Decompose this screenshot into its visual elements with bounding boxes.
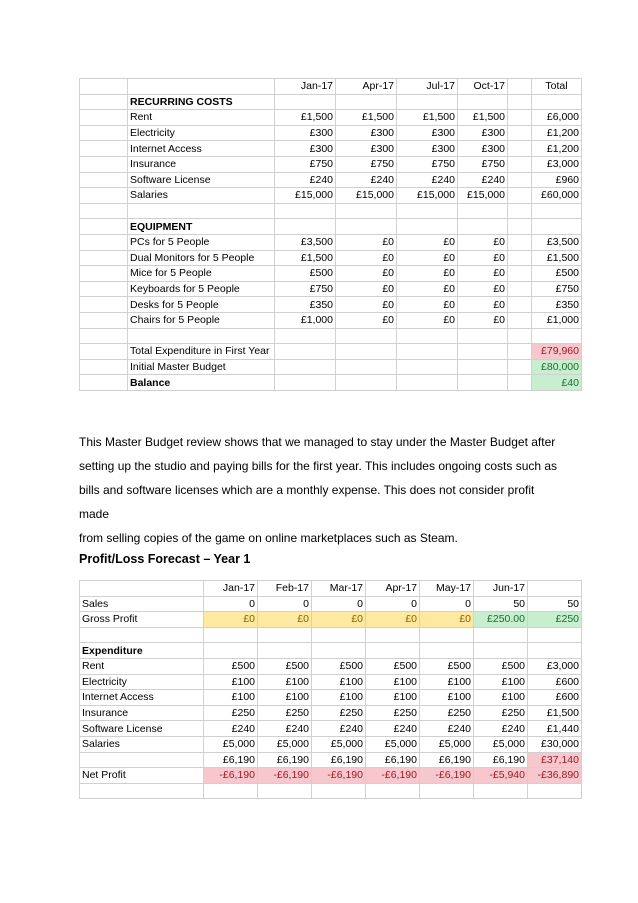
row-label: Desks for 5 People bbox=[128, 297, 275, 313]
cell: £5,000 bbox=[366, 736, 420, 752]
cell: £300 bbox=[336, 125, 397, 141]
cell-total: £3,000 bbox=[528, 658, 582, 674]
cell: £1,000 bbox=[275, 312, 336, 328]
row-label: Total Expenditure in First Year bbox=[128, 344, 275, 360]
cell: £6,190 bbox=[474, 752, 528, 768]
table-row bbox=[80, 281, 582, 297]
cell: £0 bbox=[312, 612, 366, 628]
profit-loss-table bbox=[79, 580, 582, 799]
cell: £1,500 bbox=[275, 250, 336, 266]
cell: £0 bbox=[397, 266, 458, 282]
cell-total: £750 bbox=[532, 281, 582, 297]
col-header: Jan-17 bbox=[275, 79, 336, 95]
cell: £100 bbox=[420, 690, 474, 706]
cell: £500 bbox=[366, 658, 420, 674]
section-row bbox=[80, 643, 582, 659]
cell: £1,500 bbox=[336, 110, 397, 126]
cell: £1,500 bbox=[275, 110, 336, 126]
table-row bbox=[80, 266, 582, 282]
cell-total: £30,000 bbox=[528, 736, 582, 752]
cell: £0 bbox=[258, 612, 312, 628]
cell: £0 bbox=[458, 297, 508, 313]
header-row bbox=[80, 79, 582, 95]
section-title: Expenditure bbox=[80, 643, 204, 659]
row-label: Keyboards for 5 People bbox=[128, 281, 275, 297]
row-label: Software License bbox=[128, 172, 275, 188]
cell: £250 bbox=[366, 705, 420, 721]
row-label: Rent bbox=[128, 110, 275, 126]
table-row bbox=[80, 658, 582, 674]
cell: £300 bbox=[336, 141, 397, 157]
cell: £300 bbox=[275, 125, 336, 141]
row-label: Software License bbox=[80, 721, 204, 737]
table-row bbox=[80, 234, 582, 250]
cell: -£6,190 bbox=[366, 768, 420, 784]
cell: £100 bbox=[366, 674, 420, 690]
cell: £0 bbox=[336, 281, 397, 297]
cell: £240 bbox=[312, 721, 366, 737]
col-header-total: Total bbox=[532, 79, 582, 95]
cell: £0 bbox=[336, 234, 397, 250]
cell: £350 bbox=[275, 297, 336, 313]
cell: £250.00 bbox=[474, 612, 528, 628]
cell: £0 bbox=[458, 281, 508, 297]
cell: £500 bbox=[204, 658, 258, 674]
table-row bbox=[80, 297, 582, 313]
cell: £240 bbox=[258, 721, 312, 737]
summary-row-budget bbox=[80, 359, 582, 375]
section-row bbox=[80, 94, 582, 110]
cell: £15,000 bbox=[458, 188, 508, 204]
paragraph-line: This Master Budget review shows that we managed to stay under the Master Budget after bbox=[79, 435, 556, 449]
balance-value: £40 bbox=[532, 375, 582, 391]
cell: £240 bbox=[474, 721, 528, 737]
cell: £100 bbox=[474, 690, 528, 706]
cell: £750 bbox=[275, 156, 336, 172]
summary-row-balance bbox=[80, 375, 582, 391]
row-label: Insurance bbox=[128, 156, 275, 172]
col-header: Jan-17 bbox=[204, 581, 258, 597]
header-row bbox=[80, 581, 582, 597]
row-label: Electricity bbox=[128, 125, 275, 141]
cell: 50 bbox=[474, 596, 528, 612]
cell-total: £3,500 bbox=[532, 234, 582, 250]
table-row bbox=[80, 110, 582, 126]
cell-total: -£36,890 bbox=[528, 768, 582, 784]
review-paragraph bbox=[79, 430, 559, 550]
cell: £100 bbox=[366, 690, 420, 706]
row-label: Internet Access bbox=[80, 690, 204, 706]
row-label: Chairs for 5 People bbox=[128, 312, 275, 328]
row-label: Insurance bbox=[80, 705, 204, 721]
cell: £0 bbox=[458, 234, 508, 250]
blank-row bbox=[80, 203, 582, 219]
table-row bbox=[80, 705, 582, 721]
row-label: Sales bbox=[80, 596, 204, 612]
cell-total: £500 bbox=[532, 266, 582, 282]
cell: £100 bbox=[312, 674, 366, 690]
cell: £6,190 bbox=[312, 752, 366, 768]
cell: -£6,190 bbox=[420, 768, 474, 784]
table-row bbox=[80, 690, 582, 706]
cell-total: £1,500 bbox=[528, 705, 582, 721]
cell-total: £6,000 bbox=[532, 110, 582, 126]
cell: £750 bbox=[275, 281, 336, 297]
row-label: Dual Monitors for 5 People bbox=[128, 250, 275, 266]
cell: £750 bbox=[397, 156, 458, 172]
table-row bbox=[80, 312, 582, 328]
cell-total: £3,000 bbox=[532, 156, 582, 172]
cell: £240 bbox=[204, 721, 258, 737]
row-label: Net Profit bbox=[80, 768, 204, 784]
col-header: Mar-17 bbox=[312, 581, 366, 597]
row-label: Initial Master Budget bbox=[128, 359, 275, 375]
blank-row bbox=[80, 783, 582, 799]
cell: £240 bbox=[458, 172, 508, 188]
cell: -£6,190 bbox=[204, 768, 258, 784]
cell: £0 bbox=[458, 250, 508, 266]
cell: £250 bbox=[474, 705, 528, 721]
table-row bbox=[80, 172, 582, 188]
cell: £100 bbox=[312, 690, 366, 706]
initial-budget-value: £80,000 bbox=[532, 359, 582, 375]
cell: £15,000 bbox=[397, 188, 458, 204]
cell: £750 bbox=[336, 156, 397, 172]
cell: £100 bbox=[474, 674, 528, 690]
cell: £5,000 bbox=[204, 736, 258, 752]
cell: £250 bbox=[204, 705, 258, 721]
cell-total: £600 bbox=[528, 690, 582, 706]
cell: £5,000 bbox=[258, 736, 312, 752]
cell-total: £350 bbox=[532, 297, 582, 313]
cell: £15,000 bbox=[275, 188, 336, 204]
row-label: Salaries bbox=[80, 736, 204, 752]
cell: £6,190 bbox=[366, 752, 420, 768]
cell: £0 bbox=[420, 612, 474, 628]
cell: £0 bbox=[336, 266, 397, 282]
cell: £0 bbox=[397, 297, 458, 313]
col-header: Jun-17 bbox=[474, 581, 528, 597]
cell: £0 bbox=[397, 312, 458, 328]
cell: £300 bbox=[458, 125, 508, 141]
cell-total: £1,200 bbox=[532, 125, 582, 141]
cell-total: £1,200 bbox=[532, 141, 582, 157]
cell: £0 bbox=[397, 250, 458, 266]
blank-row bbox=[80, 627, 582, 643]
col-header: Apr-17 bbox=[366, 581, 420, 597]
row-label: PCs for 5 People bbox=[128, 234, 275, 250]
cell-total: £250 bbox=[528, 612, 582, 628]
cell: £0 bbox=[458, 266, 508, 282]
cell: £5,000 bbox=[420, 736, 474, 752]
cell: £240 bbox=[336, 172, 397, 188]
cell: £250 bbox=[258, 705, 312, 721]
paragraph-line: from selling copies of the game on online marketplaces such as Steam. bbox=[79, 531, 458, 545]
col-header: Feb-17 bbox=[258, 581, 312, 597]
row-label: Salaries bbox=[128, 188, 275, 204]
cell-total: £60,000 bbox=[532, 188, 582, 204]
cell-total: £37,140 bbox=[528, 752, 582, 768]
cell: 0 bbox=[366, 596, 420, 612]
cell: £100 bbox=[258, 674, 312, 690]
cell: £300 bbox=[397, 141, 458, 157]
cell: £240 bbox=[275, 172, 336, 188]
sales-row bbox=[80, 596, 582, 612]
cell-total: 50 bbox=[528, 596, 582, 612]
cell: £1,500 bbox=[397, 110, 458, 126]
row-label: Internet Access bbox=[128, 141, 275, 157]
master-budget-table bbox=[79, 78, 582, 391]
table-row bbox=[80, 188, 582, 204]
gross-profit-row bbox=[80, 612, 582, 628]
summary-row-total bbox=[80, 344, 582, 360]
cell-total: £1,440 bbox=[528, 721, 582, 737]
table-row bbox=[80, 156, 582, 172]
cell: £15,000 bbox=[336, 188, 397, 204]
cell: 0 bbox=[420, 596, 474, 612]
table-row bbox=[80, 125, 582, 141]
cell-total: £600 bbox=[528, 674, 582, 690]
col-header: Apr-17 bbox=[336, 79, 397, 95]
col-header: Jul-17 bbox=[397, 79, 458, 95]
cell: £300 bbox=[275, 141, 336, 157]
cell: £250 bbox=[420, 705, 474, 721]
cell: £100 bbox=[420, 674, 474, 690]
cell: £240 bbox=[420, 721, 474, 737]
net-profit-row bbox=[80, 768, 582, 784]
row-label: Gross Profit bbox=[80, 612, 204, 628]
cell: £100 bbox=[204, 674, 258, 690]
table-row bbox=[80, 674, 582, 690]
cell: -£6,190 bbox=[258, 768, 312, 784]
cell: £6,190 bbox=[204, 752, 258, 768]
cell: 0 bbox=[312, 596, 366, 612]
cell: £0 bbox=[458, 312, 508, 328]
cell: £500 bbox=[275, 266, 336, 282]
paragraph-line: setting up the studio and paying bills for the first year. This includes ongoing costs such as bbox=[79, 459, 558, 473]
cell: £750 bbox=[458, 156, 508, 172]
col-header: May-17 bbox=[420, 581, 474, 597]
total-expenses-row bbox=[80, 752, 582, 768]
col-header: Oct-17 bbox=[458, 79, 508, 95]
paragraph-line: bills and software licenses which are a monthly expense. This does not consider profit made bbox=[79, 483, 535, 521]
cell: £0 bbox=[204, 612, 258, 628]
cell: £500 bbox=[258, 658, 312, 674]
cell: -£6,190 bbox=[312, 768, 366, 784]
cell: £500 bbox=[420, 658, 474, 674]
cell: £0 bbox=[336, 297, 397, 313]
table-row bbox=[80, 736, 582, 752]
cell: 0 bbox=[204, 596, 258, 612]
cell: £240 bbox=[366, 721, 420, 737]
cell-total: £1,000 bbox=[532, 312, 582, 328]
cell: £6,190 bbox=[420, 752, 474, 768]
table-row bbox=[80, 250, 582, 266]
cell: £0 bbox=[397, 281, 458, 297]
cell: 0 bbox=[258, 596, 312, 612]
cell: £0 bbox=[336, 312, 397, 328]
cell: £300 bbox=[458, 141, 508, 157]
cell: £250 bbox=[312, 705, 366, 721]
cell: £0 bbox=[397, 234, 458, 250]
profit-loss-title: Profit/Loss Forecast – Year 1 bbox=[79, 552, 251, 566]
cell-total: £960 bbox=[532, 172, 582, 188]
cell: £5,000 bbox=[312, 736, 366, 752]
cell: £0 bbox=[336, 250, 397, 266]
cell: £100 bbox=[204, 690, 258, 706]
cell: £5,000 bbox=[474, 736, 528, 752]
row-label: Balance bbox=[128, 375, 275, 391]
blank-row bbox=[80, 328, 582, 344]
cell: £500 bbox=[474, 658, 528, 674]
table-row bbox=[80, 141, 582, 157]
cell: £1,500 bbox=[458, 110, 508, 126]
total-expenditure-value: £79,960 bbox=[532, 344, 582, 360]
cell: £240 bbox=[397, 172, 458, 188]
cell: £6,190 bbox=[258, 752, 312, 768]
section-title: RECURRING COSTS bbox=[128, 94, 275, 110]
cell: £0 bbox=[366, 612, 420, 628]
table-row bbox=[80, 721, 582, 737]
cell: £100 bbox=[258, 690, 312, 706]
cell: £300 bbox=[397, 125, 458, 141]
row-label: Mice for 5 People bbox=[128, 266, 275, 282]
cell: -£5,940 bbox=[474, 768, 528, 784]
cell: £3,500 bbox=[275, 234, 336, 250]
row-label: Rent bbox=[80, 658, 204, 674]
section-row bbox=[80, 219, 582, 235]
cell-total: £1,500 bbox=[532, 250, 582, 266]
cell: £500 bbox=[312, 658, 366, 674]
row-label: Electricity bbox=[80, 674, 204, 690]
section-title: EQUIPMENT bbox=[128, 219, 275, 235]
